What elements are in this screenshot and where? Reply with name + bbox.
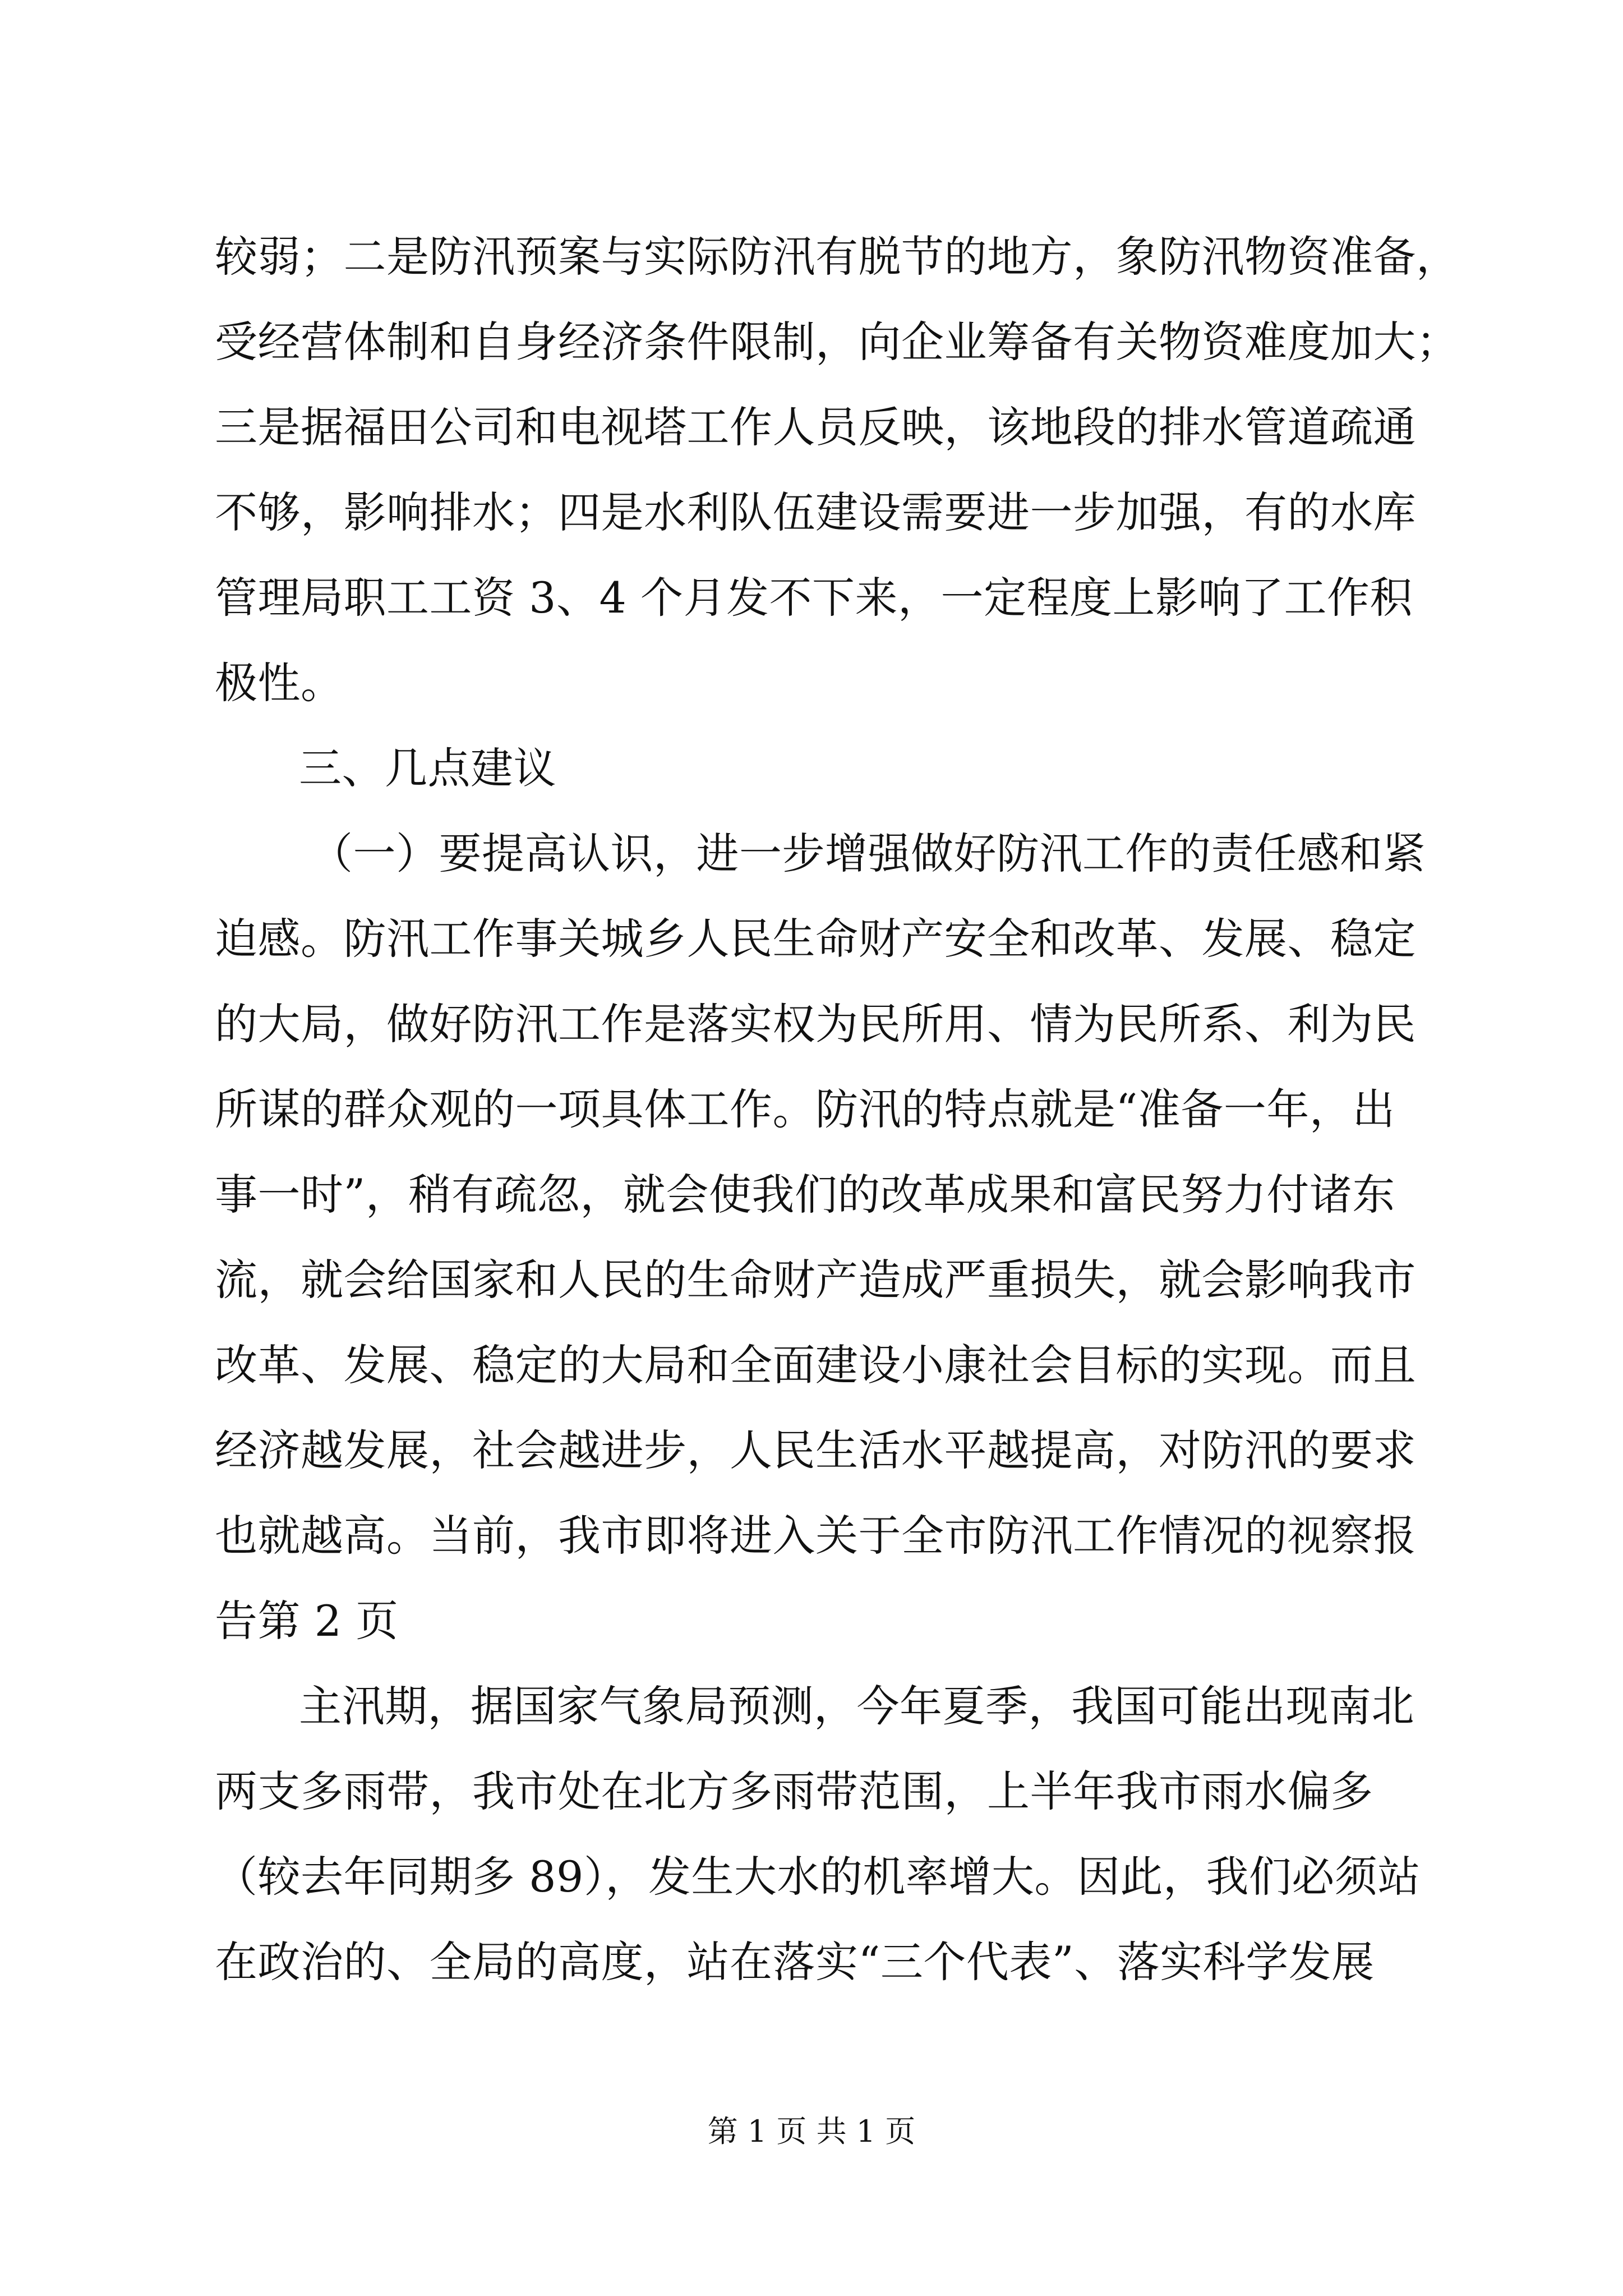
text-line: 迫感。防汛工作事关城乡人民生命财产安全和改革、发展、稳定 bbox=[215, 914, 1416, 964]
page-footer: 第 1 页 共 1 页 bbox=[707, 2114, 916, 2149]
text-line: （较去年同期多 89），发生大水的机率增大。因此，我们必须站 bbox=[215, 1852, 1421, 1902]
text-line: 极性。 bbox=[215, 658, 344, 708]
text-line: 所谋的群众观的一项具体工作。防汛的特点就是“准备一年，出 bbox=[215, 1084, 1395, 1134]
subsection-heading: （一）要提高认识，进一步增强做好防汛工作的责任感和紧 bbox=[310, 829, 1426, 878]
text-line: 三是据福田公司和电视塔工作人员反映，该地段的排水管道疏通 bbox=[215, 402, 1416, 452]
text-line: 管理局职工工资 3、4 个月发不下来，一定程度上影响了工作积 bbox=[215, 573, 1413, 623]
text-line: 也就越高。当前，我市即将进入关于全市防汛工作情况的视察报 bbox=[215, 1511, 1416, 1561]
section-heading: 三、几点建议 bbox=[299, 743, 556, 793]
text-line: 主汛期，据国家气象局预测，今年夏季，我国可能出现南北 bbox=[299, 1681, 1414, 1731]
text-line: 经济越发展，社会越进步，人民生活水平越提高，对防汛的要求 bbox=[215, 1425, 1416, 1475]
text-line: 事一时”，稍有疏忽，就会使我们的改革成果和富民努力付诸东 bbox=[215, 1170, 1395, 1220]
text-line: 流，就会给国家和人民的生命财产造成严重损失，就会影响我市 bbox=[215, 1255, 1416, 1305]
text-line: 不够，影响排水；四是水利队伍建设需要进一步加强，有的水库 bbox=[215, 487, 1416, 537]
text-line: 较弱；二是防汛预案与实际防汛有脱节的地方，象防汛物资准备， bbox=[215, 232, 1459, 282]
text-line: 的大局，做好防汛工作是落实权为民所用、情为民所系、利为民 bbox=[215, 999, 1416, 1049]
document-body bbox=[215, 214, 1459, 2005]
text-line: 改革、发展、稳定的大局和全面建设小康社会目标的实现。而且 bbox=[215, 1340, 1416, 1390]
text-line: 受经营体制和自身经济条件限制，向企业筹备有关物资难度加大； bbox=[215, 317, 1459, 367]
text-line: 两支多雨带，我市处在北方多雨带范围，上半年我市雨水偏多 bbox=[215, 1766, 1373, 1816]
text-line: 在政治的、全局的高度，站在落实“三个代表”、落实科学发展 bbox=[215, 1937, 1375, 1987]
text-line: 告第 2 页 bbox=[215, 1596, 399, 1646]
